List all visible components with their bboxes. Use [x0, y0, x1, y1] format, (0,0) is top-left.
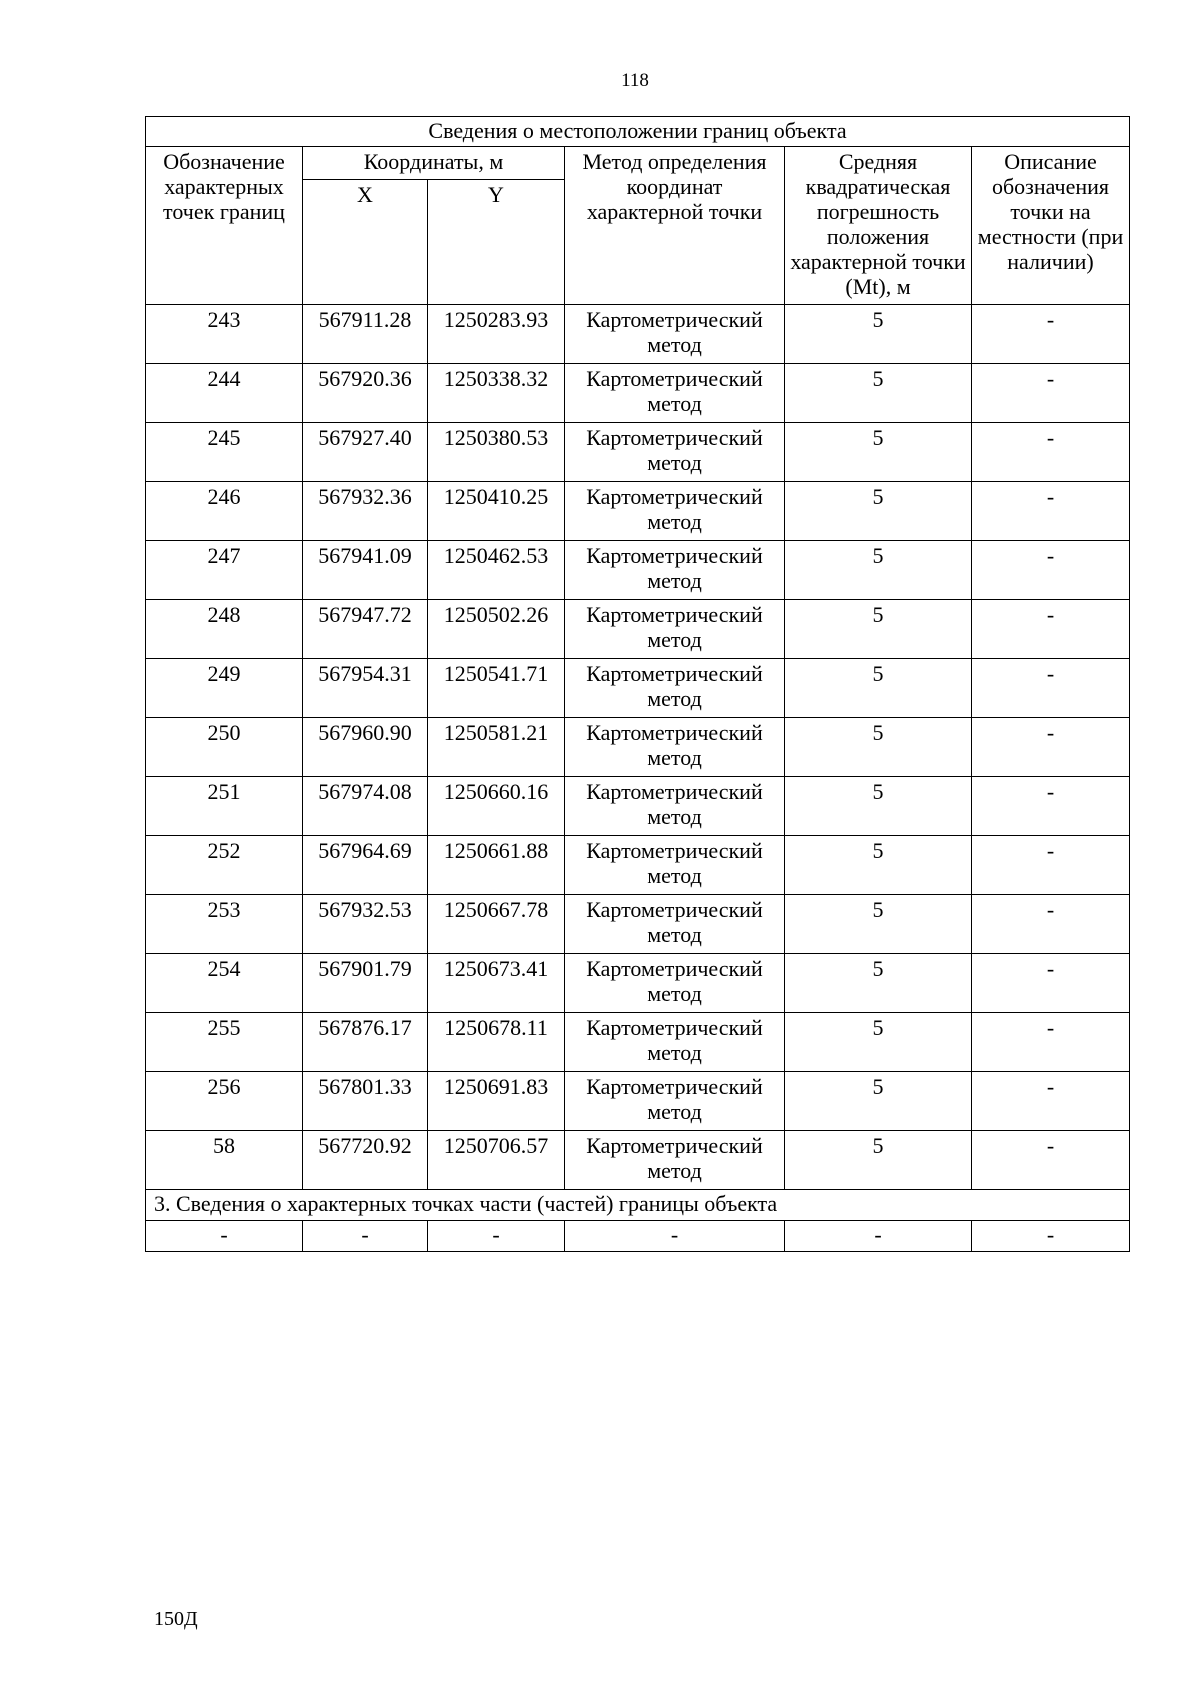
cell-point: 256: [146, 1072, 303, 1131]
cell-accuracy: 5: [785, 954, 972, 1013]
cell-x: 567720.92: [303, 1131, 428, 1190]
cell-accuracy: 5: [785, 1013, 972, 1072]
cell-description: -: [972, 659, 1130, 718]
cell-description: -: [972, 423, 1130, 482]
cell-point: 244: [146, 364, 303, 423]
cell-method: Картометрический метод: [565, 777, 785, 836]
cell-accuracy: 5: [785, 600, 972, 659]
cell-accuracy: 5: [785, 1072, 972, 1131]
cell-accuracy: 5: [785, 482, 972, 541]
header-x: X: [303, 180, 428, 305]
cell-description: -: [972, 954, 1130, 1013]
header-y: Y: [428, 180, 565, 305]
table-row: [146, 777, 1130, 836]
cell-x: 567801.33: [303, 1072, 428, 1131]
cell-method: Картометрический метод: [565, 895, 785, 954]
cell-point: 249: [146, 659, 303, 718]
cell-x: 567964.69: [303, 836, 428, 895]
cell-point: 243: [146, 305, 303, 364]
cell-x: 567974.08: [303, 777, 428, 836]
cell-x: 567932.36: [303, 482, 428, 541]
cell-method: Картометрический метод: [565, 364, 785, 423]
cell-method: Картометрический метод: [565, 1013, 785, 1072]
table-row: [146, 541, 1130, 600]
page-number: 118: [621, 70, 649, 91]
table-row: [146, 305, 1130, 364]
cell-point: 250: [146, 718, 303, 777]
table-row: [146, 600, 1130, 659]
cell-x: 567954.31: [303, 659, 428, 718]
cell-y: 1250462.53: [428, 541, 565, 600]
cell-description: -: [972, 1013, 1130, 1072]
cell-point: 253: [146, 895, 303, 954]
cell-y: 1250660.16: [428, 777, 565, 836]
cell-method: Картометрический метод: [565, 1072, 785, 1131]
cell-point: 248: [146, 600, 303, 659]
header-coordinates: Координаты, м: [303, 147, 565, 180]
cell-y: 1250706.57: [428, 1131, 565, 1190]
cell-method: Картометрический метод: [565, 836, 785, 895]
header-description: Описание обозначения точки на местности (при наличии): [972, 147, 1130, 305]
cell-description: -: [972, 718, 1130, 777]
cell-description: -: [972, 1072, 1130, 1131]
cell-accuracy: 5: [785, 895, 972, 954]
cell-y: 1250410.25: [428, 482, 565, 541]
section-3-cell: -: [428, 1221, 565, 1252]
section-3-cell: -: [146, 1221, 303, 1252]
section-3-cell: -: [303, 1221, 428, 1252]
cell-method: Картометрический метод: [565, 305, 785, 364]
cell-y: 1250502.26: [428, 600, 565, 659]
table-row: [146, 1013, 1130, 1072]
cell-method: Картометрический метод: [565, 954, 785, 1013]
cell-y: 1250691.83: [428, 1072, 565, 1131]
cell-x: 567876.17: [303, 1013, 428, 1072]
table-row: [146, 482, 1130, 541]
cell-y: 1250541.71: [428, 659, 565, 718]
table-title: Сведения о местоположении границ объекта: [146, 117, 1130, 147]
cell-point: 252: [146, 836, 303, 895]
cell-y: 1250338.32: [428, 364, 565, 423]
cell-description: -: [972, 895, 1130, 954]
header-accuracy: Средняя квадратическая погрешность положения характерной точки (Mt), м: [785, 147, 972, 305]
cell-description: -: [972, 836, 1130, 895]
cell-accuracy: 5: [785, 777, 972, 836]
cell-x: 567932.53: [303, 895, 428, 954]
section-3-cell: -: [972, 1221, 1130, 1252]
cell-point: 254: [146, 954, 303, 1013]
cell-y: 1250661.88: [428, 836, 565, 895]
cell-point: 245: [146, 423, 303, 482]
cell-accuracy: 5: [785, 1131, 972, 1190]
cell-y: 1250673.41: [428, 954, 565, 1013]
cell-method: Картометрический метод: [565, 600, 785, 659]
cell-method: Картометрический метод: [565, 659, 785, 718]
cell-accuracy: 5: [785, 364, 972, 423]
cell-x: 567901.79: [303, 954, 428, 1013]
cell-point: 247: [146, 541, 303, 600]
cell-y: 1250678.11: [428, 1013, 565, 1072]
cell-description: -: [972, 1131, 1130, 1190]
cell-y: 1250667.78: [428, 895, 565, 954]
cell-accuracy: 5: [785, 836, 972, 895]
section-3-row: [146, 1190, 1130, 1221]
cell-method: Картометрический метод: [565, 541, 785, 600]
cell-y: 1250283.93: [428, 305, 565, 364]
table-row: [146, 836, 1130, 895]
table-title-row: [146, 117, 1130, 147]
table-row: [146, 364, 1130, 423]
cell-description: -: [972, 541, 1130, 600]
header-method: Метод определения координат характерной точки: [565, 147, 785, 305]
table-row: [146, 954, 1130, 1013]
cell-description: -: [972, 600, 1130, 659]
section-3-empty-row: [146, 1221, 1130, 1252]
footer-code: 150Д: [154, 1608, 198, 1630]
section-3-title: 3. Сведения о характерных точках части (частей) границы объекта: [146, 1190, 1130, 1221]
cell-description: -: [972, 364, 1130, 423]
cell-point: 58: [146, 1131, 303, 1190]
cell-description: -: [972, 777, 1130, 836]
cell-x: 567941.09: [303, 541, 428, 600]
cell-accuracy: 5: [785, 718, 972, 777]
section-3-cell: -: [565, 1221, 785, 1252]
cell-accuracy: 5: [785, 423, 972, 482]
cell-point: 246: [146, 482, 303, 541]
table-row: [146, 895, 1130, 954]
cell-x: 567920.36: [303, 364, 428, 423]
cell-accuracy: 5: [785, 659, 972, 718]
cell-accuracy: 5: [785, 541, 972, 600]
cell-point: 255: [146, 1013, 303, 1072]
cell-method: Картометрический метод: [565, 1131, 785, 1190]
cell-x: 567960.90: [303, 718, 428, 777]
table-header-row: [146, 147, 1130, 180]
table-row: [146, 1072, 1130, 1131]
cell-description: -: [972, 482, 1130, 541]
header-designation: Обозначение характерных точек границ: [146, 147, 303, 305]
cell-x: 567911.28: [303, 305, 428, 364]
boundary-points-table: [145, 116, 1130, 1252]
table-row: [146, 718, 1130, 777]
cell-accuracy: 5: [785, 305, 972, 364]
table-row: [146, 659, 1130, 718]
cell-x: 567947.72: [303, 600, 428, 659]
cell-method: Картометрический метод: [565, 718, 785, 777]
cell-method: Картометрический метод: [565, 482, 785, 541]
cell-y: 1250581.21: [428, 718, 565, 777]
table-row: [146, 1131, 1130, 1190]
cell-method: Картометрический метод: [565, 423, 785, 482]
cell-point: 251: [146, 777, 303, 836]
cell-description: -: [972, 305, 1130, 364]
cell-y: 1250380.53: [428, 423, 565, 482]
cell-x: 567927.40: [303, 423, 428, 482]
section-3-cell: -: [785, 1221, 972, 1252]
table-row: [146, 423, 1130, 482]
